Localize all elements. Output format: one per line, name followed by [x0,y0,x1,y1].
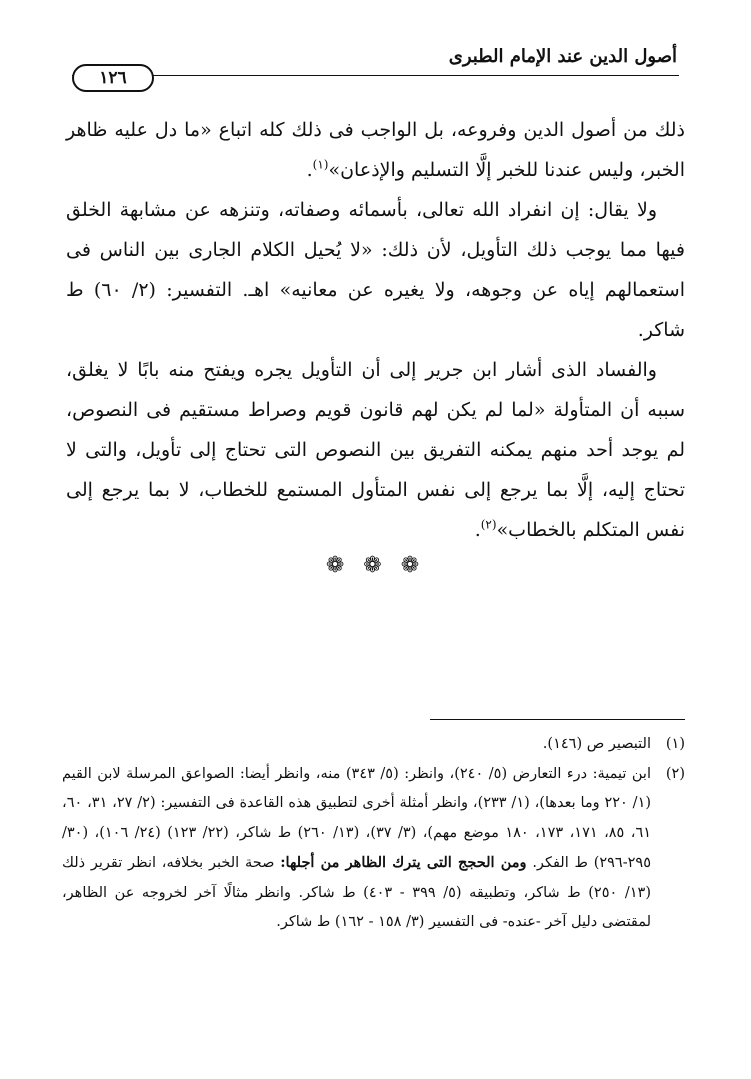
section-ornament: ❁ ❁ ❁ [325,553,426,578]
footnote-1-text: التبصير ص (١٤٦). [542,736,651,752]
running-header [72,40,679,88]
paragraph-3-text: والفساد الذى أشار ابن جرير إلى أن التأويل يجره ويفتح منه بابًا لا يغلق، سببه أن المتأولة «لما لم يكن لهم قانون قويم وصراط مستقيم فى النصوص، لم يوجد أحد منهم يمكنه التفريق بين النصوص التى تحتاج إلى تأويل، والتى لا تحتاج إليه، إلَّا بما يرجع إلى نفس المتأول المستمع للخطاب، لا بما يرجع إلى نفس المتكلم بالخطاب» [66,359,685,541]
footnote-2-number: (٢) [665,765,685,782]
page-number-badge: ١٢٦ [72,64,154,92]
running-title: أصول الدين عند الإمام الطبرى [448,46,677,67]
header-rule [72,75,679,76]
footnotes [62,730,685,938]
footnote-2-bold-heading: ومن الحجج التى يترك الظاهر من أجلها: [280,854,527,871]
paragraph-1 [66,110,685,190]
paragraph-1-text: ذلك من أصول الدين وفروعه، بل الواجب فى ذلك كله اتباع «ما دل عليه ظاهر الخبر، وليس عندنا للخبر إلَّا التسليم والإذعان» [66,119,685,181]
footnote-1-number: (١) [665,736,685,752]
main-text [66,110,685,550]
footnote-2-text: ابن تيمية: درء التعارض (٥/ ٢٤٠)، وانظر: (٥/ ٣٤٣) منه، وانظر أيضا: الصواعق المرسلة لابن القيم (١/ ٢٢٠ وما بعدها)، (١/ ٢٣٣)، وانظر أمثلة أخرى لتطبيق هذه القاعدة فى التفسير: (٢/ ٢٧، ٣١، ٦٠، ٦١، ٨٥، ١٧١، ١٧٣، ١٨٠ موضع مهم)، (٣/ ٣٧)، (١٣/ ٢٦٠) ط شاكر، (٢٢/ ١٢٣) (٢٤/ ١٠٦)، (٣٠/ ٢٩٥-٢٩٦) ط الفكر. [62,765,652,871]
footnote-ref-1: (١) [312,157,329,172]
paragraph-3 [66,350,685,550]
footnote-2 [62,760,685,938]
paragraph-2: ولا يقال: إن انفراد الله تعالى، بأسمائه وصفاته، وتنزهه عن مشابهة الخلق فيها مما يوجب ذلك التأويل، لأن ذلك: «لا يُحيل الكلام الجارى بين الناس فى استعمالهم إياه عن وجوهه، ولا يغيره عن معانيه» اهـ. التفسير: (٢/ ٦٠) ط شاكر. [66,199,685,341]
footnote-ref-2: (٢) [480,517,497,532]
footnote-2-tail: صحة الخبر بخلافه، انظر تقرير ذلك (١٣/ ٢٥٠) ط شاكر، وتطبيقه (٥/ ٣٩٩ - ٤٠٣) ط شاكر. وانظر مثالًا آخر لخروجه عن الظاهر، لمقتضى دليل آخر -عنده- فى التفسير (٣/ ١٥٨ - ١٦٢) ط شاكر. [62,855,651,930]
footnote-rule [430,719,685,720]
footnote-1 [62,730,685,760]
footnote-2-body [62,760,651,938]
paragraph-1-end: . [306,159,313,181]
paragraph-3-end: . [474,519,481,541]
